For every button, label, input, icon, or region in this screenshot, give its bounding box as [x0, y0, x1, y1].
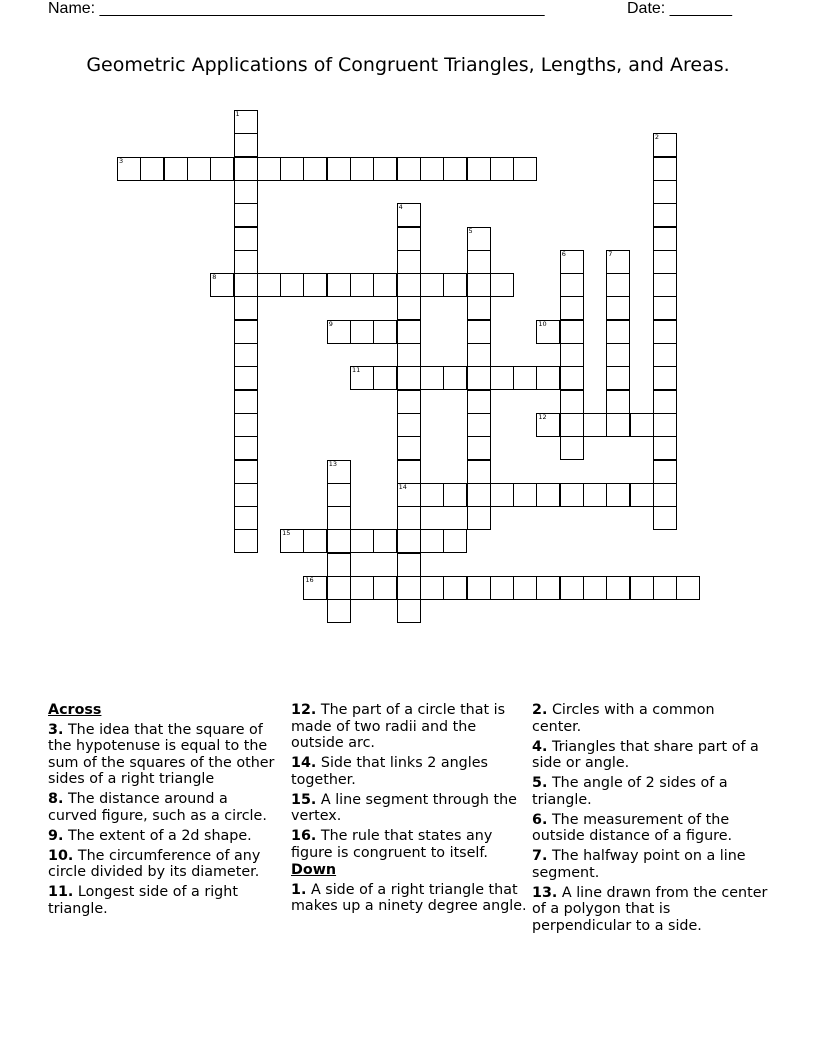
crossword-cell[interactable]	[653, 133, 677, 157]
clue-number-label: 2	[654, 133, 660, 142]
clue-text: The extent of a 2d shape.	[67, 827, 252, 844]
down-heading: Down	[291, 862, 337, 878]
clue-across-14	[291, 755, 527, 788]
crossword-cell[interactable]	[467, 436, 491, 460]
crossword-cell[interactable]	[560, 413, 584, 437]
clue-number-label: 1	[235, 110, 240, 118]
crossword-cell[interactable]	[420, 273, 444, 297]
crossword-cell[interactable]	[327, 506, 351, 530]
crossword-cell[interactable]	[327, 157, 351, 181]
crossword-cell[interactable]	[327, 529, 351, 553]
crossword-cell[interactable]	[467, 483, 491, 507]
crossword-cell[interactable]	[653, 366, 677, 390]
crossword-cell[interactable]	[606, 366, 630, 390]
clue-number-label: 3	[119, 156, 124, 165]
crossword-cell[interactable]	[210, 157, 234, 181]
clue-number: 6.	[532, 811, 548, 828]
clue-across-10	[48, 848, 280, 881]
crossword-cell[interactable]	[397, 460, 421, 484]
crossword-cell[interactable]	[536, 483, 560, 507]
crossword-cell[interactable]	[653, 203, 677, 227]
crossword-cell[interactable]	[606, 483, 630, 507]
crossword-cell[interactable]	[653, 273, 677, 297]
clue-number-label: 6	[561, 249, 566, 258]
clue-number: 8.	[48, 791, 64, 807]
crossword-cell[interactable]	[653, 413, 677, 437]
crossword-cell[interactable]	[653, 296, 677, 320]
crossword-cell[interactable]	[373, 576, 397, 600]
crossword-cell[interactable]	[280, 157, 304, 181]
crossword-cell[interactable]	[327, 460, 351, 484]
clue-down-4	[532, 739, 768, 772]
crossword-cell[interactable]	[467, 343, 491, 367]
crossword-cell[interactable]	[467, 157, 491, 181]
crossword-cell[interactable]	[234, 460, 258, 484]
clue-down-6	[532, 812, 768, 845]
crossword-cell[interactable]	[443, 273, 467, 297]
clue-down-5	[532, 775, 768, 808]
crossword-cell[interactable]	[536, 366, 560, 390]
clue-down-2	[532, 702, 768, 735]
crossword-cell[interactable]	[467, 273, 491, 297]
clue-number-label: 15	[282, 529, 291, 538]
crossword-cell[interactable]	[606, 320, 630, 344]
crossword-cell[interactable]	[327, 553, 351, 577]
crossword-cell[interactable]	[373, 157, 397, 181]
crossword-cell[interactable]	[467, 250, 491, 274]
clue-number: 7.	[532, 848, 548, 864]
crossword-cell[interactable]	[606, 296, 630, 320]
crossword-cell[interactable]	[560, 273, 584, 297]
crossword-cell[interactable]	[443, 157, 467, 181]
clue-text: The idea that the square of the hypotenuse is equal to the sum of the squares of the other sides of a right triangle	[48, 721, 275, 787]
crossword-cell[interactable]	[303, 273, 327, 297]
crossword-cell[interactable]	[467, 227, 491, 251]
clue-text: Side that links 2 angles together.	[291, 755, 488, 788]
crossword-cell[interactable]	[583, 413, 607, 437]
crossword-cell[interactable]	[397, 413, 421, 437]
crossword-cell[interactable]	[560, 320, 584, 344]
crossword-cell[interactable]	[327, 576, 351, 600]
crossword-cell[interactable]	[606, 343, 630, 367]
crossword-cell[interactable]	[560, 436, 584, 460]
crossword-cell[interactable]	[443, 366, 467, 390]
crossword-cell[interactable]	[234, 366, 258, 390]
crossword-cell[interactable]	[467, 460, 491, 484]
clue-number: 13.	[532, 884, 558, 901]
crossword-cell[interactable]	[397, 227, 421, 251]
crossword-cell[interactable]	[467, 320, 491, 344]
crossword-cell[interactable]	[234, 483, 258, 507]
clue-number: 10.	[48, 847, 74, 864]
crossword-cell[interactable]	[653, 320, 677, 344]
clue-column-3	[532, 702, 768, 938]
clue-number-label: 10	[538, 319, 547, 328]
crossword-cell[interactable]	[653, 227, 677, 251]
clue-number-label: 9	[328, 319, 333, 328]
clue-text: The part of a circle that is made of two radii and the outside arc.	[291, 702, 506, 751]
clue-number-label: 11	[352, 366, 361, 375]
crossword-cell[interactable]	[560, 483, 584, 507]
crossword-cell[interactable]	[653, 506, 677, 530]
crossword-cell[interactable]	[606, 250, 630, 274]
crossword-cell[interactable]	[257, 157, 281, 181]
crossword-cell[interactable]	[513, 483, 537, 507]
crossword-cell[interactable]	[513, 576, 537, 600]
clue-across-16	[291, 828, 527, 861]
clue-down-7	[532, 848, 768, 881]
crossword-cell[interactable]	[653, 343, 677, 367]
crossword-cell[interactable]	[327, 320, 351, 344]
crossword-cell[interactable]	[397, 343, 421, 367]
clue-number-label: 13	[328, 459, 337, 468]
clue-number: 9.	[48, 827, 64, 844]
crossword-cell[interactable]	[234, 390, 258, 414]
clue-number: 11.	[48, 884, 74, 900]
crossword-cell[interactable]	[653, 576, 677, 600]
crossword-cell[interactable]	[583, 576, 607, 600]
clue-number: 15.	[291, 791, 317, 808]
crossword-cell[interactable]	[303, 157, 327, 181]
crossword-cell[interactable]	[397, 203, 421, 227]
crossword-cell[interactable]	[490, 157, 514, 181]
crossword-cell[interactable]	[490, 576, 514, 600]
crossword-cell[interactable]	[513, 157, 537, 181]
clue-number-label: 5	[468, 226, 473, 235]
crossword-cell[interactable]	[303, 576, 327, 600]
clue-number: 14.	[291, 755, 317, 771]
crossword-cell[interactable]	[234, 250, 258, 274]
crossword-cell[interactable]	[234, 413, 258, 437]
crossword-cell[interactable]	[350, 157, 374, 181]
crossword-cell[interactable]	[234, 180, 258, 204]
crossword-cell[interactable]	[234, 133, 258, 157]
crossword-cell[interactable]	[234, 157, 258, 181]
crossword-cell[interactable]	[373, 320, 397, 344]
crossword-cell[interactable]	[397, 296, 421, 320]
clue-number-label: 4	[398, 203, 403, 212]
crossword-cell[interactable]	[234, 203, 258, 227]
clue-text: Triangles that share part of a side or angle.	[532, 738, 759, 771]
crossword-cell[interactable]	[397, 250, 421, 274]
across-heading: Across	[48, 702, 102, 718]
crossword-cell[interactable]	[490, 273, 514, 297]
clue-number: 12.	[291, 702, 317, 718]
clue-down-1	[291, 882, 527, 915]
clue-number-label: 8	[212, 273, 217, 282]
crossword-cell[interactable]	[350, 576, 374, 600]
crossword-cell[interactable]	[234, 343, 258, 367]
crossword-cell[interactable]	[397, 483, 421, 507]
clue-text: The measurement of the outside distance of a figure.	[532, 811, 733, 844]
crossword-cell[interactable]	[397, 599, 421, 623]
crossword-cell[interactable]	[397, 273, 421, 297]
crossword-cell[interactable]	[560, 250, 584, 274]
crossword-cell[interactable]	[164, 157, 188, 181]
clue-text: The angle of 2 sides of a triangle.	[532, 775, 728, 808]
crossword-cell[interactable]	[397, 529, 421, 553]
crossword-cell[interactable]	[397, 506, 421, 530]
clue-down-13	[532, 885, 768, 935]
crossword-cell[interactable]	[397, 553, 421, 577]
clue-number-label: 16	[305, 576, 314, 584]
clue-across-8	[48, 791, 280, 824]
crossword-cell[interactable]	[420, 483, 444, 507]
crossword-cell[interactable]	[676, 576, 700, 600]
crossword-cell[interactable]	[653, 180, 677, 204]
clue-number: 5.	[532, 775, 548, 791]
crossword-cell[interactable]	[397, 436, 421, 460]
crossword-cell[interactable]	[443, 576, 467, 600]
crossword-cell[interactable]	[653, 460, 677, 484]
crossword-cell[interactable]	[490, 366, 514, 390]
clue-number: 4.	[532, 738, 548, 755]
crossword-cell[interactable]	[467, 296, 491, 320]
name-field[interactable]: Name: __________________________________________________	[48, 0, 545, 17]
clue-list	[0, 702, 816, 952]
crossword-cell[interactable]	[397, 390, 421, 414]
page-title: Geometric Applications of Congruent Triangles, Lengths, and Areas.	[86, 54, 730, 76]
crossword-cell[interactable]	[327, 483, 351, 507]
crossword-cell[interactable]	[583, 483, 607, 507]
crossword-cell[interactable]	[420, 576, 444, 600]
crossword-cell[interactable]	[653, 157, 677, 181]
crossword-cell[interactable]	[653, 390, 677, 414]
crossword-cell[interactable]	[234, 506, 258, 530]
crossword-cell[interactable]	[536, 320, 560, 344]
crossword-cell[interactable]	[420, 529, 444, 553]
clue-text: Circles with a common center.	[532, 702, 715, 735]
clue-column-1	[48, 702, 280, 921]
crossword-cell[interactable]	[234, 320, 258, 344]
crossword-cell[interactable]	[350, 529, 374, 553]
clue-across-9	[48, 828, 280, 845]
crossword-cell[interactable]	[303, 529, 327, 553]
crossword-cell[interactable]	[653, 483, 677, 507]
crossword-cell[interactable]	[560, 296, 584, 320]
clue-text: The halfway point on a line segment.	[532, 848, 746, 881]
clue-text: A line segment through the vertex.	[291, 791, 517, 824]
clue-text: The circumference of any circle divided by its diameter.	[48, 847, 261, 880]
clue-number-label: 7	[608, 249, 613, 258]
crossword-cell[interactable]	[443, 483, 467, 507]
crossword-cell[interactable]	[653, 250, 677, 274]
crossword-cell[interactable]	[420, 366, 444, 390]
clue-text: A side of a right triangle that makes up a ninety degree angle.	[291, 881, 527, 914]
clue-number: 1.	[291, 881, 307, 898]
crossword-cell[interactable]	[467, 413, 491, 437]
crossword-cell[interactable]	[327, 599, 351, 623]
crossword-cell[interactable]	[257, 273, 281, 297]
clue-across-15	[291, 792, 527, 825]
crossword-cell[interactable]	[234, 227, 258, 251]
crossword-cell[interactable]	[630, 483, 654, 507]
crossword-cell[interactable]	[490, 483, 514, 507]
crossword-cell[interactable]	[560, 390, 584, 414]
crossword-cell[interactable]	[140, 157, 164, 181]
crossword-cell[interactable]	[536, 413, 560, 437]
crossword-cell[interactable]	[397, 157, 421, 181]
date-field[interactable]: Date: _______	[627, 0, 732, 17]
crossword-cell[interactable]	[327, 273, 351, 297]
clue-text: A line drawn from the center of a polygon that is perpendicular to a side.	[532, 884, 768, 934]
crossword-cell[interactable]	[467, 366, 491, 390]
clue-number: 3.	[48, 721, 64, 738]
crossword-cell[interactable]	[350, 366, 374, 390]
clue-across-12	[291, 702, 527, 752]
crossword-cell[interactable]	[280, 273, 304, 297]
crossword-cell[interactable]	[560, 366, 584, 390]
crossword-cell[interactable]	[397, 366, 421, 390]
crossword-cell[interactable]	[373, 366, 397, 390]
crossword-cell[interactable]	[467, 576, 491, 600]
crossword-cell[interactable]	[210, 273, 234, 297]
crossword-cell[interactable]	[467, 506, 491, 530]
crossword-cell[interactable]	[630, 576, 654, 600]
crossword-cell[interactable]	[234, 273, 258, 297]
crossword-cell[interactable]	[397, 576, 421, 600]
crossword-cell[interactable]	[606, 390, 630, 414]
clue-text: Longest side of a right triangle.	[48, 884, 238, 917]
crossword-cell[interactable]	[606, 576, 630, 600]
crossword-cell[interactable]	[420, 157, 444, 181]
crossword-cell[interactable]	[234, 110, 258, 134]
crossword-cell[interactable]	[234, 436, 258, 460]
crossword-cell[interactable]	[606, 413, 630, 437]
crossword-cell[interactable]	[536, 576, 560, 600]
crossword-cell[interactable]	[350, 273, 374, 297]
clue-number-label: 12	[538, 412, 547, 421]
crossword-cell[interactable]	[443, 529, 467, 553]
crossword-cell[interactable]	[117, 157, 141, 181]
crossword-cell[interactable]	[560, 576, 584, 600]
crossword-cell[interactable]	[234, 529, 258, 553]
crossword-cell[interactable]	[653, 436, 677, 460]
clue-text: The distance around a curved figure, such as a circle.	[48, 791, 267, 824]
crossword-cell[interactable]	[467, 390, 491, 414]
crossword-cell[interactable]	[280, 529, 304, 553]
clue-across-11	[48, 884, 280, 917]
crossword-cell[interactable]	[187, 157, 211, 181]
clue-number: 2.	[532, 702, 548, 718]
crossword-cell[interactable]	[560, 343, 584, 367]
clue-text: The rule that states any figure is congruent to itself.	[291, 828, 493, 861]
clue-column-2	[291, 702, 527, 918]
crossword-cell[interactable]	[606, 273, 630, 297]
crossword-cell[interactable]	[350, 320, 374, 344]
clue-across-3	[48, 722, 280, 788]
crossword-cell[interactable]	[630, 413, 654, 437]
clue-number-label: 14	[398, 482, 407, 491]
clue-number: 16.	[291, 828, 317, 844]
crossword-cell[interactable]	[513, 366, 537, 390]
crossword-cell[interactable]	[234, 296, 258, 320]
crossword-cell[interactable]	[373, 529, 397, 553]
crossword-cell[interactable]	[397, 320, 421, 344]
crossword-cell[interactable]	[373, 273, 397, 297]
